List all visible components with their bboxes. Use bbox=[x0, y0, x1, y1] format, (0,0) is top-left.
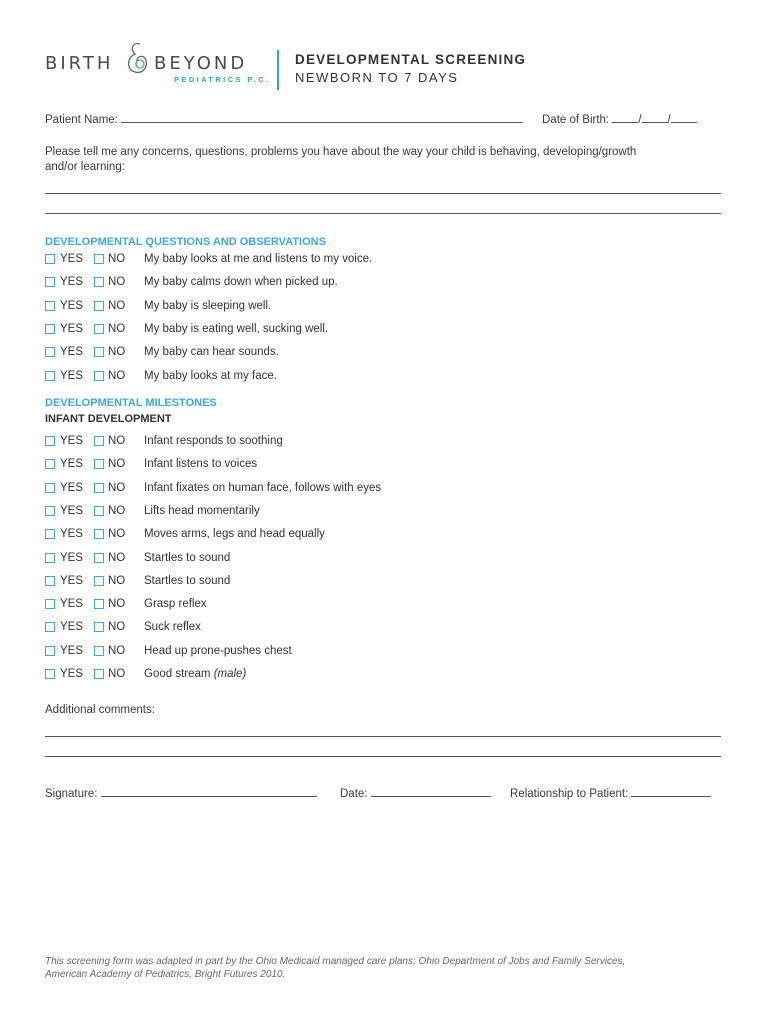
comments-line[interactable] bbox=[45, 736, 721, 737]
yes-label: YES bbox=[60, 645, 84, 657]
infant-development-subheading: INFANT DEVELOPMENT bbox=[45, 413, 172, 425]
dob-month-field[interactable] bbox=[612, 111, 638, 123]
question-text: My baby can hear sounds. bbox=[144, 346, 279, 358]
no-label: NO bbox=[108, 621, 126, 633]
milestone-text: Lifts head momentarily bbox=[144, 505, 260, 517]
milestone-row bbox=[45, 621, 645, 637]
no-checkbox[interactable] bbox=[94, 277, 104, 287]
date-of-birth-row bbox=[542, 111, 697, 126]
relationship-field[interactable] bbox=[631, 785, 711, 797]
milestone-row bbox=[45, 458, 645, 474]
no-label: NO bbox=[108, 435, 126, 447]
question-text: My baby is eating well, sucking well. bbox=[144, 323, 329, 335]
observation-row bbox=[45, 370, 645, 386]
no-label: NO bbox=[108, 645, 126, 657]
no-checkbox[interactable] bbox=[94, 622, 104, 632]
observation-row bbox=[45, 323, 645, 339]
yes-label: YES bbox=[60, 598, 84, 610]
no-checkbox[interactable] bbox=[94, 483, 104, 493]
no-checkbox[interactable] bbox=[94, 459, 104, 469]
milestone-row bbox=[45, 435, 645, 451]
yes-checkbox[interactable] bbox=[45, 436, 55, 446]
yes-checkbox[interactable] bbox=[45, 669, 55, 679]
dob-label: Date of Birth: bbox=[542, 114, 610, 126]
milestone-row bbox=[45, 505, 645, 521]
observation-row bbox=[45, 253, 645, 269]
question-text: My baby looks at my face. bbox=[144, 370, 277, 382]
yes-label: YES bbox=[60, 575, 84, 587]
concerns-prompt-line2: and/or learning: bbox=[45, 161, 125, 173]
milestone-text-main: Good stream bbox=[144, 668, 211, 680]
observation-row bbox=[45, 346, 645, 362]
no-checkbox[interactable] bbox=[94, 436, 104, 446]
milestones-heading: DEVELOPMENTAL MILESTONES bbox=[45, 397, 217, 409]
yes-checkbox[interactable] bbox=[45, 459, 55, 469]
milestone-text: Grasp reflex bbox=[144, 598, 207, 610]
no-checkbox[interactable] bbox=[94, 599, 104, 609]
no-label: NO bbox=[108, 668, 126, 680]
milestone-text: Startles to sound bbox=[144, 575, 231, 587]
no-label: NO bbox=[108, 528, 126, 540]
yes-label: YES bbox=[60, 505, 84, 517]
no-label: NO bbox=[108, 505, 126, 517]
yes-checkbox[interactable] bbox=[45, 301, 55, 311]
milestone-text: Suck reflex bbox=[144, 621, 201, 633]
yes-label: YES bbox=[60, 528, 84, 540]
question-text: My baby calms down when picked up. bbox=[144, 276, 338, 288]
yes-label: YES bbox=[60, 323, 84, 335]
ampersand-logo-icon bbox=[122, 40, 152, 80]
yes-checkbox[interactable] bbox=[45, 599, 55, 609]
milestone-text bbox=[144, 668, 246, 680]
milestone-row bbox=[45, 668, 645, 684]
header-divider bbox=[277, 50, 279, 90]
signature-row bbox=[45, 785, 317, 800]
milestone-row bbox=[45, 528, 645, 544]
yes-checkbox[interactable] bbox=[45, 277, 55, 287]
observation-row bbox=[45, 300, 645, 316]
no-checkbox[interactable] bbox=[94, 669, 104, 679]
no-checkbox[interactable] bbox=[94, 371, 104, 381]
milestone-text: Startles to sound bbox=[144, 552, 231, 564]
page-title: DEVELOPMENTAL SCREENING bbox=[295, 52, 527, 67]
yes-checkbox[interactable] bbox=[45, 646, 55, 656]
yes-checkbox[interactable] bbox=[45, 347, 55, 357]
logo-word-birth: BIRTH bbox=[45, 53, 114, 74]
milestone-row bbox=[45, 598, 645, 614]
yes-label: YES bbox=[60, 346, 84, 358]
yes-checkbox[interactable] bbox=[45, 529, 55, 539]
milestone-row bbox=[45, 645, 645, 661]
no-checkbox[interactable] bbox=[94, 529, 104, 539]
dob-separator: / bbox=[638, 114, 642, 126]
no-checkbox[interactable] bbox=[94, 506, 104, 516]
milestone-row bbox=[45, 575, 645, 591]
yes-label: YES bbox=[60, 253, 84, 265]
no-label: NO bbox=[108, 346, 126, 358]
no-label: NO bbox=[108, 253, 126, 265]
milestone-text: Infant responds to soothing bbox=[144, 435, 283, 447]
patient-name-label: Patient Name: bbox=[45, 114, 118, 126]
no-label: NO bbox=[108, 552, 126, 564]
date-field[interactable] bbox=[371, 785, 491, 797]
yes-checkbox[interactable] bbox=[45, 324, 55, 334]
yes-label: YES bbox=[60, 552, 84, 564]
comments-line[interactable] bbox=[45, 756, 721, 757]
observations-heading: DEVELOPMENTAL QUESTIONS AND OBSERVATIONS bbox=[45, 236, 326, 248]
signature-field[interactable] bbox=[101, 785, 317, 797]
milestone-row bbox=[45, 552, 645, 568]
relationship-row bbox=[510, 785, 711, 800]
yes-checkbox[interactable] bbox=[45, 622, 55, 632]
no-checkbox[interactable] bbox=[94, 576, 104, 586]
logo-word-beyond: BEYOND bbox=[154, 53, 248, 74]
milestone-text: Head up prone-pushes chest bbox=[144, 645, 292, 657]
yes-label: YES bbox=[60, 668, 84, 680]
yes-label: YES bbox=[60, 300, 84, 312]
yes-label: YES bbox=[60, 435, 84, 447]
page-subtitle: NEWBORN TO 7 DAYS bbox=[295, 70, 459, 85]
no-label: NO bbox=[108, 575, 126, 587]
patient-name-field[interactable] bbox=[121, 111, 523, 123]
dob-separator: / bbox=[667, 114, 671, 126]
milestone-text: Infant fixates on human face, follows with eyes bbox=[144, 482, 382, 494]
additional-comments-label: Additional comments: bbox=[45, 704, 155, 716]
yes-checkbox[interactable] bbox=[45, 254, 55, 264]
no-label: NO bbox=[108, 482, 126, 494]
no-label: NO bbox=[108, 458, 126, 470]
yes-checkbox[interactable] bbox=[45, 506, 55, 516]
milestone-note: (male) bbox=[213, 668, 247, 680]
no-checkbox[interactable] bbox=[94, 301, 104, 311]
patient-name-row bbox=[45, 111, 523, 126]
concerns-line[interactable] bbox=[45, 193, 721, 194]
observation-row bbox=[45, 276, 645, 292]
yes-label: YES bbox=[60, 482, 84, 494]
dob-year-field[interactable] bbox=[671, 111, 697, 123]
yes-checkbox[interactable] bbox=[45, 576, 55, 586]
yes-label: YES bbox=[60, 276, 84, 288]
signature-label: Signature: bbox=[45, 788, 98, 800]
no-checkbox[interactable] bbox=[94, 646, 104, 656]
no-checkbox[interactable] bbox=[94, 254, 104, 264]
no-checkbox[interactable] bbox=[94, 347, 104, 357]
dob-day-field[interactable] bbox=[642, 111, 668, 123]
milestone-text: Moves arms, legs and head equally bbox=[144, 528, 325, 540]
milestone-text: Infant listens to voices bbox=[144, 458, 258, 470]
yes-checkbox[interactable] bbox=[45, 371, 55, 381]
no-label: NO bbox=[108, 300, 126, 312]
no-checkbox[interactable] bbox=[94, 324, 104, 334]
yes-label: YES bbox=[60, 621, 84, 633]
date-row bbox=[340, 785, 491, 800]
yes-label: YES bbox=[60, 370, 84, 382]
relationship-label: Relationship to Patient: bbox=[510, 788, 629, 800]
concerns-prompt-line1: Please tell me any concerns, questions, problems you have about the way your child is behaving, developing/growth bbox=[45, 146, 637, 158]
footer-line2: American Academy of Pediatrics, Bright Futures 2010. bbox=[45, 969, 286, 980]
footer-line1: This screening form was adapted in part by the Ohio Medicaid managed care plans; Ohio Department of Jobs and Family Services, bbox=[45, 956, 626, 967]
yes-label: YES bbox=[60, 458, 84, 470]
no-checkbox[interactable] bbox=[94, 553, 104, 563]
question-text: My baby is sleeping well. bbox=[144, 300, 272, 312]
no-label: NO bbox=[108, 323, 126, 335]
no-label: NO bbox=[108, 276, 126, 288]
logo-subtitle: PEDIATRICS P.C. bbox=[174, 75, 271, 84]
date-label: Date: bbox=[340, 788, 368, 800]
question-text: My baby looks at me and listens to my voice. bbox=[144, 253, 373, 265]
yes-checkbox[interactable] bbox=[45, 553, 55, 563]
footer-note bbox=[45, 955, 705, 981]
no-label: NO bbox=[108, 598, 126, 610]
concerns-line[interactable] bbox=[45, 213, 721, 214]
yes-checkbox[interactable] bbox=[45, 483, 55, 493]
no-label: NO bbox=[108, 370, 126, 382]
milestone-row bbox=[45, 482, 645, 498]
